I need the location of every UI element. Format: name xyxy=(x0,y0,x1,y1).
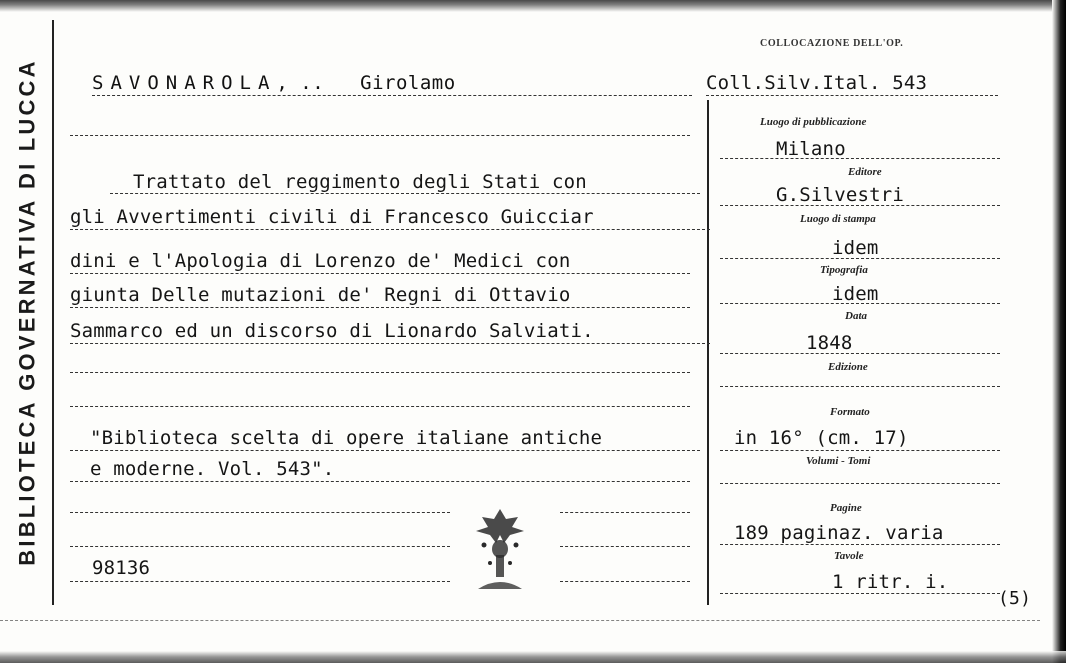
blank-rule-3 xyxy=(70,406,690,407)
title-line: giunta Delle mutazioni de' Regni di Ottavio xyxy=(70,284,571,306)
field-label-printer: Tipografia xyxy=(820,264,868,276)
library-name: BIBLIOTECA GOVERNATIVA DI LUCCA xyxy=(15,58,41,566)
field-rule xyxy=(720,483,1000,484)
field-label-pages: Pagine xyxy=(830,502,862,514)
title-line: gli Avvertimenti civili di Francesco Guicciar xyxy=(70,206,594,228)
title-rule xyxy=(70,229,710,230)
scan-edge-top xyxy=(0,0,1066,12)
title-line: Trattato del reggimento degli Stati con xyxy=(133,171,587,193)
series-line: "Biblioteca scelta di opere italiane antiche xyxy=(90,427,603,449)
library-name-vertical xyxy=(8,22,48,602)
title-rule xyxy=(70,273,690,274)
series-line: e moderne. Vol. 543". xyxy=(90,458,335,480)
blank-rule-4 xyxy=(70,512,450,513)
blank-rule-4b xyxy=(560,512,690,513)
field-label-plates: Tavole xyxy=(834,550,864,562)
blank-rule-6 xyxy=(70,581,450,582)
field-label-print-place: Luogo di stampa xyxy=(800,213,876,225)
shelfmark: Coll.Silv.Ital. 543 xyxy=(706,72,928,94)
series-rule xyxy=(70,481,690,482)
field-label-format: Formato xyxy=(830,406,870,418)
field-label-place: Luogo di pubblicazione xyxy=(760,116,867,128)
field-rule xyxy=(720,593,1000,594)
field-value-print-place: idem xyxy=(832,237,879,259)
field-value-date: 1848 xyxy=(806,332,853,354)
right-column-rule xyxy=(707,100,709,605)
library-stamp-emblem xyxy=(460,505,540,595)
field-label-date: Data xyxy=(845,310,867,322)
collocation-header: COLLOCAZIONE DELL'OP. xyxy=(760,38,904,49)
field-label-volumes: Volumi - Tomi xyxy=(806,455,871,467)
field-value-plates: 1 ritr. i. xyxy=(832,571,949,593)
field-value-format: in 16° (cm. 17) xyxy=(734,427,909,449)
bottom-edge-rule xyxy=(0,620,1040,621)
scan-edge-bottom xyxy=(0,651,1066,663)
field-rule xyxy=(720,386,1000,387)
series-rule xyxy=(70,450,700,451)
corner-mark: (5) xyxy=(998,588,1032,609)
author-surname: SAVONAROLA xyxy=(92,72,277,94)
scan-edge-right xyxy=(1052,0,1066,663)
title-rule xyxy=(110,193,700,194)
inventory-number: 98136 xyxy=(92,557,151,579)
blank-rule-5b xyxy=(560,546,690,547)
author-given-name: Girolamo xyxy=(360,72,456,94)
field-rule xyxy=(720,353,1000,354)
field-rule xyxy=(720,258,1000,259)
field-value-pages: 189 paginaz. varia xyxy=(734,522,944,544)
field-rule xyxy=(720,205,1000,206)
blank-rule-5 xyxy=(70,546,450,547)
field-rule xyxy=(720,544,1000,545)
field-label-edition: Edizione xyxy=(828,361,868,373)
shelfmark-underline xyxy=(706,95,998,96)
field-value-place: Milano xyxy=(776,138,846,160)
field-rule xyxy=(720,158,1000,159)
title-line: Sammarco ed un discorso di Lionardo Salviati. xyxy=(70,320,594,342)
title-line: dini e l'Apologia di Lorenzo de' Medici con xyxy=(70,250,571,272)
blank-rule-6b xyxy=(560,581,690,582)
author-underline xyxy=(92,95,692,96)
field-value-printer: idem xyxy=(832,283,879,305)
field-rule xyxy=(720,450,1000,451)
field-value-publisher: G.Silvestri xyxy=(776,184,905,206)
author-line: SAVONAROLA, .. Girolamo xyxy=(92,72,456,94)
left-margin-rule xyxy=(52,20,54,605)
blank-rule-1 xyxy=(70,135,690,136)
blank-rule-2 xyxy=(70,372,690,373)
title-rule xyxy=(70,343,710,344)
field-rule xyxy=(720,303,1000,304)
title-rule xyxy=(70,307,690,308)
field-label-publisher: Editore xyxy=(848,166,882,178)
